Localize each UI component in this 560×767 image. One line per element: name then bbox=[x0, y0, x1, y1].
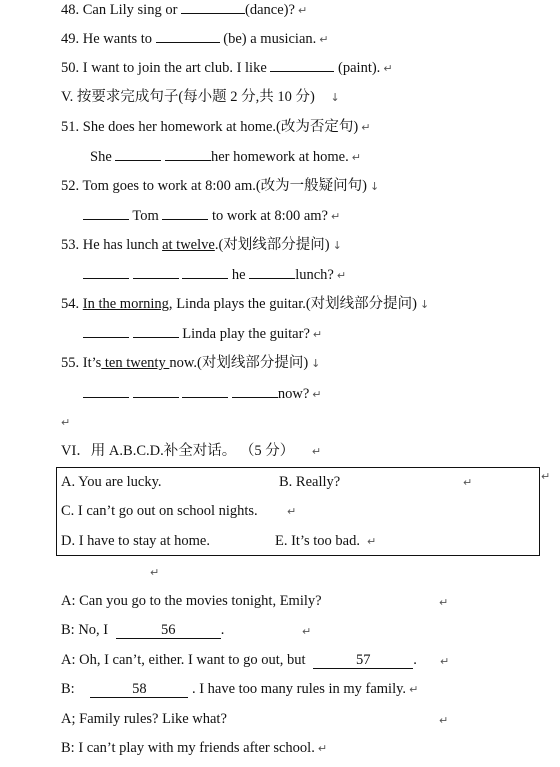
dialog-line-6-text: B: I can’t play with my friends after school. bbox=[61, 740, 315, 756]
dialog-line-6 bbox=[61, 739, 327, 758]
return-mark-icon: ↵ bbox=[440, 655, 450, 668]
q51-blank-1[interactable] bbox=[115, 147, 161, 161]
blank-58[interactable]: 58 bbox=[90, 682, 188, 698]
q49-text: 49. He wants to bbox=[61, 31, 153, 47]
q50-hint: (paint). bbox=[338, 60, 381, 76]
question-53 bbox=[61, 236, 342, 255]
q54-answer-end: Linda play the guitar? bbox=[182, 326, 310, 342]
down-arrow-icon: ↓ bbox=[330, 91, 340, 104]
options-box bbox=[56, 467, 540, 556]
q55-underlined-part: ten twenty bbox=[101, 355, 170, 371]
section-6-heading bbox=[61, 442, 321, 461]
dialog-line-3-text: A: Oh, I can’t, either. I want to go out, but bbox=[61, 652, 306, 668]
return-mark-icon: ↵ bbox=[361, 121, 371, 134]
q51-blank-2[interactable] bbox=[165, 147, 211, 161]
q55-blank-4[interactable] bbox=[232, 384, 278, 398]
q52-answer-end: to work at 8:00 am? bbox=[212, 208, 328, 224]
question-49 bbox=[61, 29, 329, 49]
dialog-line-5 bbox=[61, 710, 227, 728]
blank-57[interactable]: 57 bbox=[313, 653, 413, 669]
return-mark-icon: ↵ bbox=[287, 505, 297, 518]
return-mark-icon: ↵ bbox=[439, 714, 449, 727]
q55-answer-end: now? bbox=[277, 386, 310, 402]
q53-blank-4[interactable] bbox=[249, 265, 295, 279]
q54-text: Linda plays the guitar.(对划线部分提问) bbox=[172, 296, 418, 312]
question-51 bbox=[61, 118, 370, 137]
q52-blank-1[interactable] bbox=[83, 206, 129, 220]
return-mark-icon: ↵ bbox=[541, 470, 551, 483]
q53-blank-3[interactable] bbox=[182, 265, 228, 279]
return-mark-icon: ↵ bbox=[61, 416, 71, 429]
q52-blank-2[interactable] bbox=[162, 206, 208, 220]
q50-blank[interactable] bbox=[270, 58, 334, 72]
q54-answer-line bbox=[83, 324, 322, 344]
q52-text: 52. Tom goes to work at 8:00 am.(改为一般疑问句) bbox=[61, 178, 368, 194]
dialog-line-2 bbox=[61, 621, 224, 639]
q53-text: 53. He has lunch bbox=[61, 237, 163, 253]
section-5-heading bbox=[61, 88, 340, 107]
q50-text: 50. I want to join the art club. I like bbox=[61, 60, 267, 76]
question-48 bbox=[61, 0, 307, 20]
return-mark-icon: ↵ bbox=[317, 742, 328, 755]
return-mark-icon: ↵ bbox=[311, 445, 322, 458]
return-mark-icon: ↵ bbox=[383, 62, 393, 75]
return-mark-icon: ↵ bbox=[336, 269, 347, 282]
return-mark-icon: ↵ bbox=[409, 683, 419, 696]
q55-blank-1[interactable] bbox=[83, 384, 129, 398]
down-arrow-icon: ↓ bbox=[420, 298, 430, 311]
q55-text: 55. It’s bbox=[61, 355, 102, 371]
dialog-line-1-text: A: Can you go to the movies tonight, Emily? bbox=[61, 593, 322, 609]
q49-blank[interactable] bbox=[156, 29, 220, 43]
q52-answer-mid: Tom bbox=[132, 208, 159, 224]
return-mark-icon: ↵ bbox=[367, 535, 377, 548]
q53-answer-line bbox=[83, 265, 346, 285]
dialog-line-2-end: . bbox=[220, 622, 225, 638]
return-mark-icon: ↵ bbox=[463, 476, 473, 489]
q54-number: 54. bbox=[61, 296, 83, 312]
q53-instruction: .(对划线部分提问) bbox=[214, 237, 330, 253]
dialog-line-4 bbox=[61, 680, 418, 699]
q55-answer-line bbox=[83, 384, 322, 404]
dialog-line-3-end: . bbox=[413, 652, 417, 668]
return-mark-icon: ↵ bbox=[302, 625, 312, 638]
dialog-line-4-start: B: bbox=[61, 681, 75, 697]
option-c: C. I can’t go out on school nights. bbox=[61, 503, 258, 519]
q54-underlined-part: In the morning, bbox=[82, 296, 173, 312]
dialog-line-3 bbox=[61, 651, 417, 669]
dialog-line-5-text: A; Family rules? Like what? bbox=[61, 711, 227, 727]
return-mark-icon: ↵ bbox=[312, 328, 323, 341]
q53-answer-end: lunch? bbox=[295, 267, 334, 283]
q53-blank-2[interactable] bbox=[133, 265, 179, 279]
q48-blank[interactable] bbox=[181, 0, 245, 14]
q51-answer-start: She bbox=[90, 149, 112, 165]
question-52 bbox=[61, 177, 379, 196]
q48-text: 48. Can Lily sing or bbox=[61, 2, 178, 18]
q53-underlined-part: at twelve bbox=[162, 237, 215, 253]
q54-blank-2[interactable] bbox=[133, 324, 179, 338]
down-arrow-icon: ↓ bbox=[332, 239, 342, 252]
down-arrow-icon: ↓ bbox=[370, 180, 380, 193]
q51-answer-line bbox=[90, 147, 361, 167]
q48-hint: (dance)? bbox=[245, 2, 295, 18]
return-mark-icon: ↵ bbox=[319, 33, 329, 46]
dialog-line-1 bbox=[61, 592, 322, 610]
return-mark-icon: ↵ bbox=[330, 210, 341, 223]
q54-blank-1[interactable] bbox=[83, 324, 129, 338]
option-b: B. Really? bbox=[279, 474, 341, 490]
return-mark-icon: ↵ bbox=[150, 566, 160, 579]
return-mark-icon: ↵ bbox=[351, 151, 361, 164]
question-55 bbox=[61, 354, 320, 373]
dialog-line-4-text: . I have too many rules in my family. bbox=[191, 681, 407, 697]
q53-answer-mid: he bbox=[231, 267, 246, 283]
q55-blank-2[interactable] bbox=[133, 384, 179, 398]
q53-blank-1[interactable] bbox=[83, 265, 129, 279]
return-mark-icon: ↵ bbox=[439, 596, 449, 609]
blank-56[interactable]: 56 bbox=[116, 623, 221, 639]
section-6-title: VI．用 A.B.C.D.补全对话。 （5 分） bbox=[61, 443, 295, 459]
question-50 bbox=[61, 58, 393, 78]
return-mark-icon: ↵ bbox=[297, 4, 308, 17]
section-5-title: V. 按要求完成句子(每小题 2 分,共 10 分) bbox=[61, 89, 315, 105]
return-mark-icon: ↵ bbox=[312, 388, 322, 401]
down-arrow-icon: ↓ bbox=[311, 357, 321, 370]
q55-instruction: now.(对划线部分提问) bbox=[169, 355, 309, 371]
option-e: E. It’s too bad. bbox=[275, 533, 360, 549]
q51-text: 51. She does her homework at home.(改为否定句) bbox=[61, 119, 359, 135]
q55-blank-3[interactable] bbox=[182, 384, 228, 398]
dialog-line-2-text: B: No, I bbox=[61, 622, 109, 638]
option-a: A. You are lucky. bbox=[61, 474, 162, 490]
q51-answer-end: her homework at home. bbox=[211, 149, 349, 165]
question-54 bbox=[61, 295, 429, 314]
q52-answer-line bbox=[83, 206, 340, 226]
q49-hint: (be) a musician. bbox=[223, 31, 317, 47]
option-d: D. I have to stay at home. bbox=[61, 533, 210, 549]
